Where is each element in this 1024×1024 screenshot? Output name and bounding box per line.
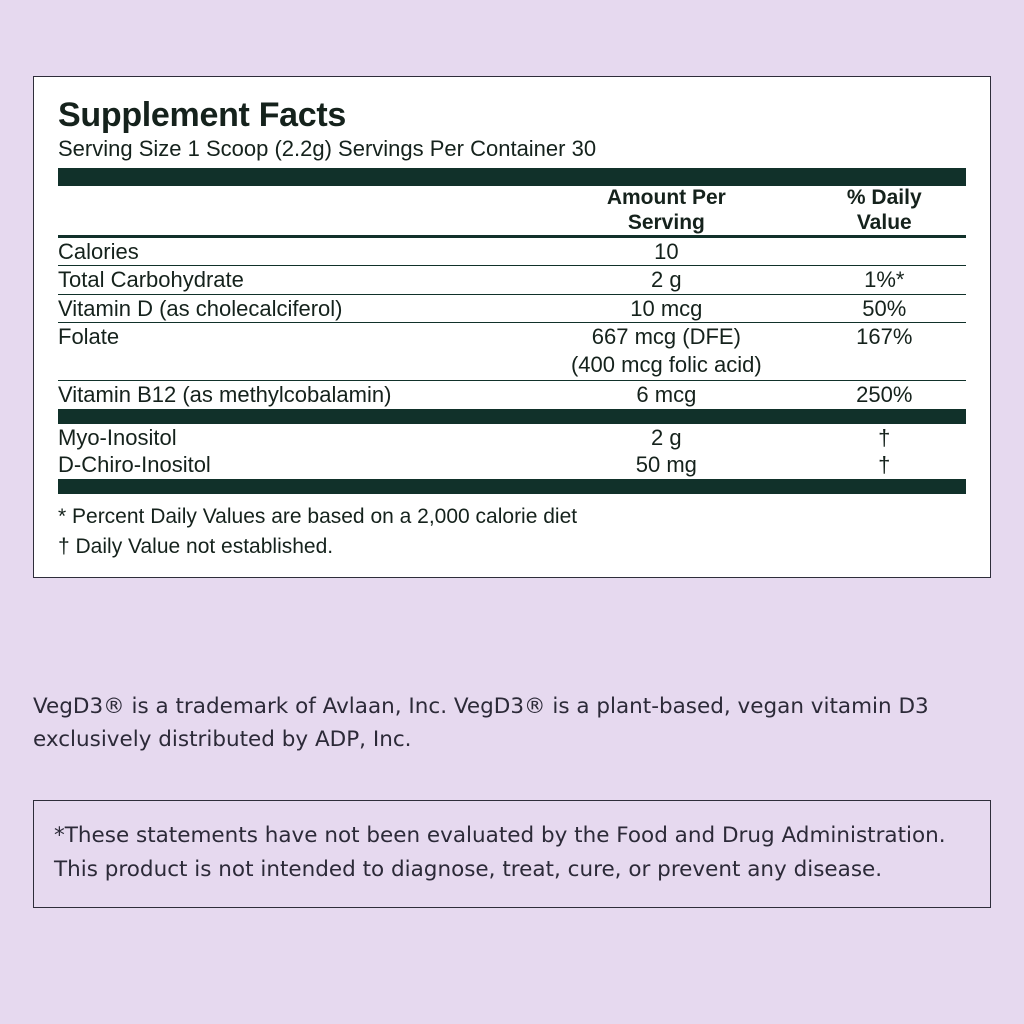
supplement-facts-panel — [33, 76, 991, 578]
nutrient-dv: † — [878, 424, 891, 450]
supplement-facts-table — [58, 186, 966, 408]
nutrient-name: Vitamin D (as cholecalciferol) — [58, 294, 530, 323]
nutrient-amount: 6 mcg — [530, 381, 802, 409]
column-header-nutrient — [58, 186, 530, 236]
fda-disclaimer-box: *These statements have not been evaluated by the Food and Drug Administration. This product is not intended to diagnose, treat, cure, or prevent any disease. — [33, 800, 991, 908]
section-divider-bar — [58, 409, 966, 424]
footnote-dagger: † Daily Value not established. — [58, 535, 334, 559]
table-row-continuation — [58, 351, 966, 381]
nutrient-dv: 50% — [803, 294, 966, 323]
table-row — [58, 323, 966, 351]
nutrient-dv: 167% — [803, 323, 966, 351]
nutrient-name: D-Chiro-Inositol — [58, 452, 211, 478]
table-header-row — [58, 186, 966, 236]
nutrient-name: Myo-Inositol — [58, 424, 177, 450]
nutrient-amount: 2 g — [530, 266, 802, 295]
nutrient-amount: 2 g — [651, 424, 682, 450]
footnote-daily-value: * Percent Daily Values are based on a 2,000 calorie diet — [58, 504, 578, 528]
table-row — [58, 381, 966, 409]
table-row — [58, 294, 966, 323]
column-header-dv-line2: Value — [856, 210, 912, 234]
table-row — [58, 266, 966, 295]
nutrient-amount: 50 mg — [635, 452, 697, 478]
footer-bar — [58, 479, 966, 494]
table-row — [58, 424, 966, 452]
nutrient-amount: 10 mcg — [530, 294, 802, 323]
nutrient-amount: (400 mcg folic acid) — [570, 351, 762, 377]
table-row — [58, 451, 966, 479]
footnotes — [58, 494, 966, 563]
column-header-amount-line2: Serving — [627, 210, 705, 234]
nutrient-name: Vitamin B12 (as methylcobalamin) — [58, 381, 530, 409]
nutrient-dv — [803, 236, 966, 266]
column-header-amount-line1: Amount Per — [606, 186, 726, 210]
nutrient-amount: 667 mcg (DFE) — [530, 323, 802, 351]
nutrient-name: Calories — [58, 236, 530, 266]
trademark-note: VegD3® is a trademark of Avlaan, Inc. VegD3® is a plant-based, vegan vitamin D3 exclusively distributed by ADP, Inc. — [33, 694, 929, 753]
header-bar-top — [58, 168, 966, 186]
serving-info: Serving Size 1 Scoop (2.2g) Servings Per Container 30 — [58, 136, 597, 162]
nutrient-dv — [803, 351, 966, 381]
blend-table — [58, 424, 966, 479]
column-header-dv-line1: % Daily — [846, 186, 922, 210]
nutrient-name: Total Carbohydrate — [58, 266, 530, 295]
column-header-amount — [530, 186, 802, 236]
nutrient-name: Folate — [58, 323, 530, 351]
page-title: Supplement Facts — [58, 96, 347, 134]
nutrient-dv: 1%* — [803, 266, 966, 295]
column-header-daily-value — [803, 186, 966, 236]
table-row — [58, 236, 966, 266]
nutrient-dv: 250% — [803, 381, 966, 409]
nutrient-amount: 10 — [530, 236, 802, 266]
nutrient-dv: † — [878, 452, 891, 478]
nutrient-name — [58, 351, 530, 381]
